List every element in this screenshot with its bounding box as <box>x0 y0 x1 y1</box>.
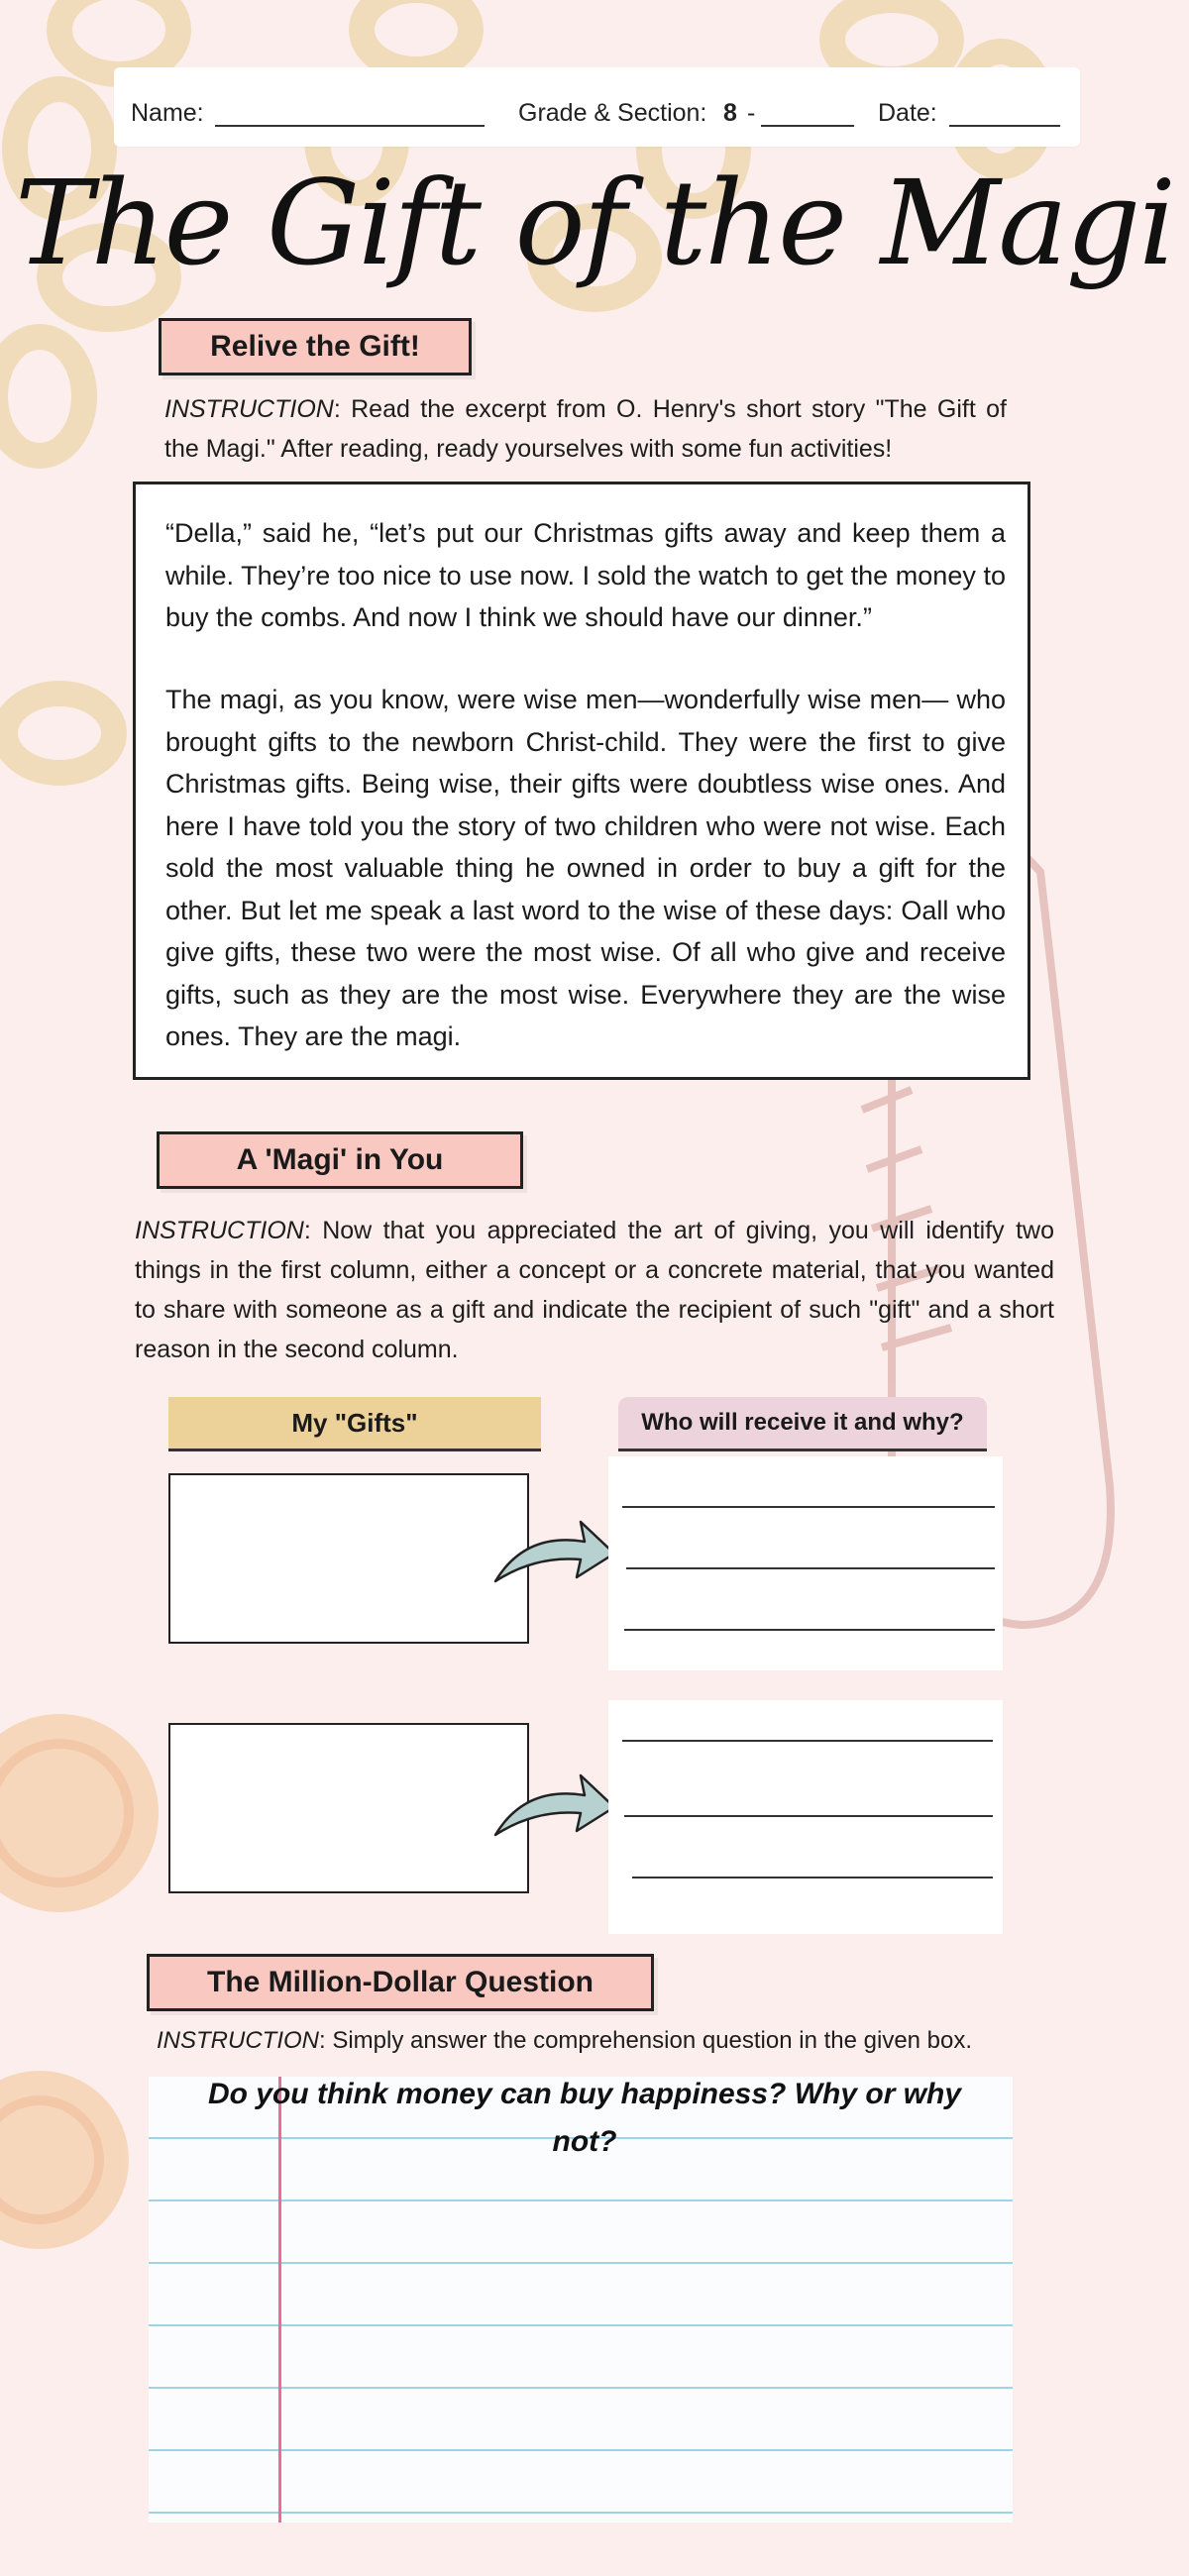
grade-label: Grade & Section: <box>518 99 707 127</box>
comprehension-question: Do you think money can buy happiness? Why or why not? <box>207 2078 962 2158</box>
excerpt-box <box>133 482 1030 1080</box>
section-heading-question: The Million-Dollar Question <box>147 1954 654 2011</box>
instruction-label: INSTRUCTION <box>164 395 334 423</box>
answer-line[interactable] <box>622 1740 993 1742</box>
date-label: Date: <box>878 99 937 127</box>
gift-box-1[interactable] <box>168 1473 529 1644</box>
instruction-2 <box>135 1211 1054 1369</box>
grade-dash: - <box>747 99 756 127</box>
arrow-icon <box>486 1512 624 1591</box>
instruction-text: : Simply answer the comprehension question in the given box. <box>319 2027 973 2054</box>
section-field[interactable] <box>761 125 854 127</box>
instruction-text: : Read the excerpt from O. Henry's short story "The Gift of the Magi." After reading, ready yourselves with some fun activities! <box>164 395 1007 463</box>
section-heading-magi: A 'Magi' in You <box>157 1131 523 1189</box>
gift-box-2[interactable] <box>168 1723 529 1893</box>
instruction-label: INSTRUCTION <box>135 1217 304 1244</box>
instruction-label: INSTRUCTION <box>157 2027 319 2054</box>
excerpt-paragraph-2: The magi, as you know, were wise men—wonderfully wise men— who brought gifts to the newborn Christ-child. They were the first to give Christmas gifts. Being wise, their gifts were doubtless wise ones. And here I have told you the story of two children who were not wise. Each sold the most valuable thing he owned in order to buy a gift for the other. But let me speak a last word to the wise of these days: Oall who give gifts, these two were the most wise. Of all who give and receive gifts, such as they are the most wise. Everywhere they are the wise ones. They are the magi. <box>165 685 1006 1051</box>
grade-value: 8 <box>723 99 737 127</box>
answer-line[interactable] <box>624 1629 995 1631</box>
answer-line[interactable] <box>632 1877 993 1878</box>
instruction-3 <box>157 2021 1048 2061</box>
answer-line[interactable] <box>626 1567 995 1569</box>
instruction-1 <box>164 389 1007 469</box>
name-label: Name: <box>131 99 204 127</box>
gifts-column-header: My "Gifts" <box>168 1397 541 1451</box>
arrow-icon <box>486 1766 624 1845</box>
page-title: The Gift of the Magi <box>14 155 1175 291</box>
answer-line[interactable] <box>624 1815 993 1817</box>
name-field[interactable] <box>215 125 485 127</box>
section-heading-relive: Relive the Gift! <box>159 318 472 376</box>
instruction-text: : Now that you appreciated the art of giving, you will identify two things in the first column, either a concept or a concrete material, that you wanted to share with someone as a gift and indicate the recipient of such "gift" and a short reason in the second column. <box>135 1217 1054 1363</box>
receive-box-2[interactable] <box>608 1700 1003 1934</box>
answer-line[interactable] <box>622 1506 995 1508</box>
date-field[interactable] <box>949 125 1060 127</box>
excerpt-paragraph-1: “Della,” said he, “let’s put our Christmas gifts away and keep them a while. They’re too nice to use now. I sold the watch to get the money to buy the combs. And now I think we should have our dinner.” <box>165 518 1006 632</box>
receive-column-header: Who will receive it and why? <box>618 1397 987 1451</box>
receive-box-1[interactable] <box>608 1456 1003 1670</box>
